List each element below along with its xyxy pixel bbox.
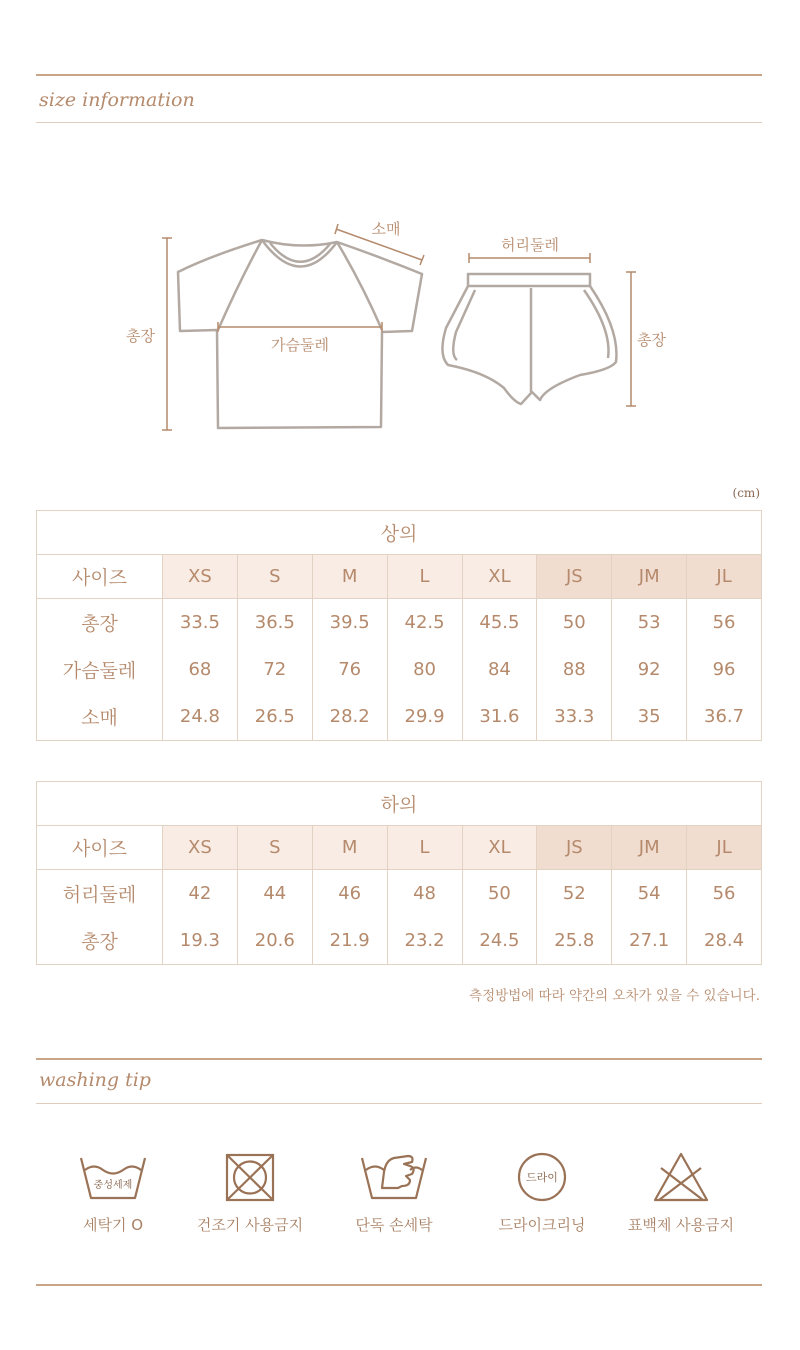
size-cell: JM bbox=[612, 826, 687, 870]
washing-tip-label: 드라이크리닝 bbox=[498, 1216, 586, 1234]
washing-divider bbox=[36, 1058, 762, 1060]
size-cell: S bbox=[237, 555, 312, 599]
value-cell: 20.6 bbox=[237, 917, 312, 965]
size-cell: JL bbox=[687, 826, 762, 870]
hand-wash-icon bbox=[358, 1150, 430, 1204]
row-label: 총장 bbox=[37, 599, 163, 647]
value-cell: 50 bbox=[537, 599, 612, 647]
detergent-text: 중성세제 bbox=[93, 1180, 133, 1191]
value-cell: 27.1 bbox=[612, 917, 687, 965]
top-size-table bbox=[36, 510, 762, 741]
size-cell: XS bbox=[163, 826, 238, 870]
value-cell: 33.5 bbox=[163, 599, 238, 647]
value-cell: 21.9 bbox=[312, 917, 387, 965]
size-cell: JL bbox=[687, 555, 762, 599]
washing-tip-machine bbox=[38, 1150, 188, 1235]
bottom-divider bbox=[36, 1284, 762, 1286]
top-length-label: 총장 bbox=[126, 327, 155, 345]
size-cell: M bbox=[312, 826, 387, 870]
no-bleach-icon bbox=[645, 1150, 717, 1204]
size-cell: XL bbox=[462, 555, 537, 599]
value-cell: 76 bbox=[312, 646, 387, 693]
washing-title-underline bbox=[36, 1103, 762, 1104]
value-cell: 35 bbox=[612, 693, 687, 741]
measurement-diagram bbox=[100, 210, 700, 450]
value-cell: 88 bbox=[537, 646, 612, 693]
washing-tip-dryclean bbox=[467, 1150, 617, 1235]
table-row bbox=[37, 599, 762, 647]
waist-label: 허리둘레 bbox=[501, 236, 559, 254]
sleeve-label: 소매 bbox=[371, 220, 401, 238]
value-cell: 42.5 bbox=[387, 599, 462, 647]
chest-label: 가슴둘레 bbox=[271, 336, 329, 354]
value-cell: 36.7 bbox=[687, 693, 762, 741]
size-cell: L bbox=[387, 826, 462, 870]
value-cell: 25.8 bbox=[537, 917, 612, 965]
bottom-size-table bbox=[36, 781, 762, 965]
value-cell: 28.2 bbox=[312, 693, 387, 741]
top-divider bbox=[36, 74, 762, 76]
table-row bbox=[37, 646, 762, 693]
size-info-title: size information bbox=[39, 89, 195, 111]
value-cell: 24.8 bbox=[163, 693, 238, 741]
value-cell: 52 bbox=[537, 870, 612, 918]
top-table-caption: 상의 bbox=[37, 511, 762, 555]
row-label: 소매 bbox=[37, 693, 163, 741]
table-row bbox=[37, 917, 762, 965]
value-cell: 28.4 bbox=[687, 917, 762, 965]
value-cell: 72 bbox=[237, 646, 312, 693]
size-cell: JS bbox=[537, 826, 612, 870]
value-cell: 36.5 bbox=[237, 599, 312, 647]
value-cell: 33.3 bbox=[537, 693, 612, 741]
value-cell: 56 bbox=[687, 599, 762, 647]
size-cell: S bbox=[237, 826, 312, 870]
unit-label: (cm) bbox=[732, 486, 760, 500]
bottom-length-label: 총장 bbox=[637, 331, 666, 349]
size-title-underline bbox=[36, 122, 762, 123]
row-label: 가슴둘레 bbox=[37, 646, 163, 693]
washing-tip-hand bbox=[319, 1150, 469, 1235]
value-cell: 80 bbox=[387, 646, 462, 693]
value-cell: 44 bbox=[237, 870, 312, 918]
shorts-illustration bbox=[442, 274, 616, 404]
value-cell: 19.3 bbox=[163, 917, 238, 965]
size-header-label: 사이즈 bbox=[37, 826, 163, 870]
size-header-row bbox=[37, 555, 762, 599]
size-cell: M bbox=[312, 555, 387, 599]
value-cell: 96 bbox=[687, 646, 762, 693]
table-row bbox=[37, 870, 762, 918]
value-cell: 45.5 bbox=[462, 599, 537, 647]
washing-tip-label: 세탁기 O bbox=[82, 1216, 144, 1234]
value-cell: 53 bbox=[612, 599, 687, 647]
value-cell: 23.2 bbox=[387, 917, 462, 965]
bottom-table-caption: 하의 bbox=[37, 782, 762, 826]
measurement-note: 측정방법에 따라 약간의 오차가 있을 수 있습니다. bbox=[469, 988, 760, 1004]
value-cell: 54 bbox=[612, 870, 687, 918]
washing-tip-label: 단독 손세탁 bbox=[355, 1216, 433, 1234]
no-tumble-dry-icon bbox=[214, 1150, 286, 1204]
washing-machine-icon bbox=[77, 1150, 149, 1204]
value-cell: 39.5 bbox=[312, 599, 387, 647]
size-header-row bbox=[37, 826, 762, 870]
size-cell: JS bbox=[537, 555, 612, 599]
size-cell: L bbox=[387, 555, 462, 599]
value-cell: 68 bbox=[163, 646, 238, 693]
row-label: 허리둘레 bbox=[37, 870, 163, 918]
washing-tip-title: washing tip bbox=[39, 1069, 151, 1091]
value-cell: 84 bbox=[462, 646, 537, 693]
dry-clean-icon bbox=[506, 1150, 578, 1204]
value-cell: 31.6 bbox=[462, 693, 537, 741]
value-cell: 42 bbox=[163, 870, 238, 918]
washing-tip-label: 건조기 사용금지 bbox=[196, 1216, 304, 1234]
washing-tip-bleach bbox=[606, 1150, 756, 1235]
value-cell: 29.9 bbox=[387, 693, 462, 741]
washing-tip-label: 표백제 사용금지 bbox=[627, 1216, 735, 1234]
size-header-label: 사이즈 bbox=[37, 555, 163, 599]
size-cell: XL bbox=[462, 826, 537, 870]
size-cell: XS bbox=[163, 555, 238, 599]
value-cell: 50 bbox=[462, 870, 537, 918]
row-label: 총장 bbox=[37, 917, 163, 965]
value-cell: 56 bbox=[687, 870, 762, 918]
table-row bbox=[37, 693, 762, 741]
value-cell: 26.5 bbox=[237, 693, 312, 741]
washing-tip-dryer bbox=[175, 1150, 325, 1235]
size-cell: JM bbox=[612, 555, 687, 599]
value-cell: 46 bbox=[312, 870, 387, 918]
dry-text: 드라이 bbox=[526, 1171, 558, 1184]
value-cell: 24.5 bbox=[462, 917, 537, 965]
value-cell: 48 bbox=[387, 870, 462, 918]
value-cell: 92 bbox=[612, 646, 687, 693]
tshirt-illustration bbox=[178, 240, 422, 428]
